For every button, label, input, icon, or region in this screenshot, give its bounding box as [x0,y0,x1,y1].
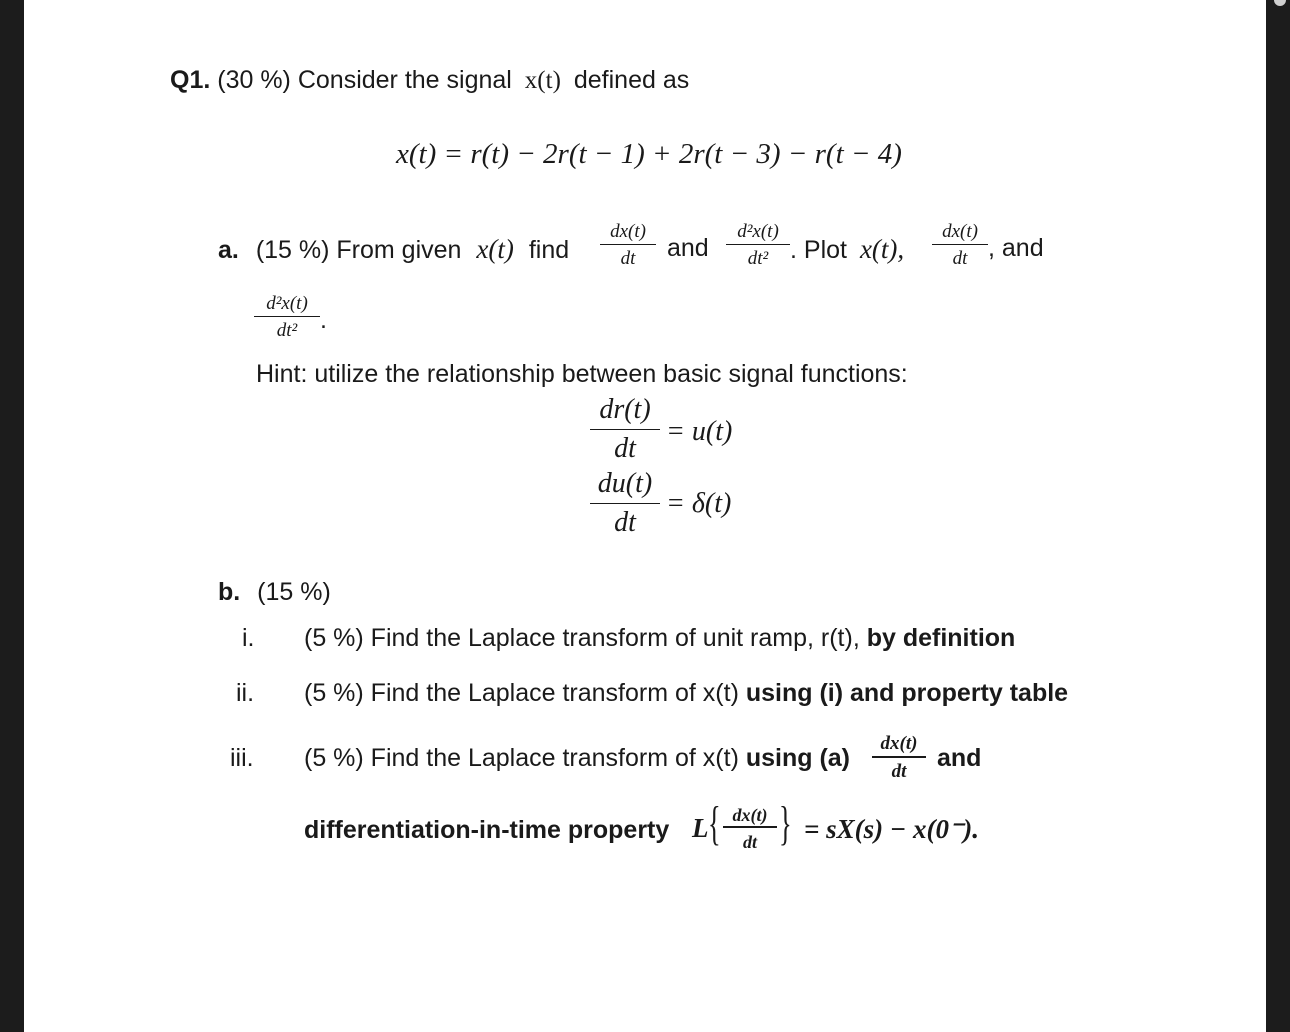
question-tail: defined as [573,66,690,94]
frac-laplace: dx(t) dt [723,806,777,851]
question-signal: x(t) [524,67,561,94]
frac-dr-dt: dr(t) dt [590,396,660,463]
right-brace: } [779,797,792,850]
rel2-rhs: = δ(t) [666,488,732,519]
part-a-and2: , and [988,234,1044,262]
right-border [1266,0,1290,1032]
frac-dx-dt-bold: dx(t) dt [872,734,926,781]
question-lead: (30 %) Consider the signal [217,66,512,94]
item-i-text: (5 %) Find the Laplace transform of unit ramp, r(t), by definition [304,624,1016,652]
part-a-label: a. [218,236,239,264]
equation-text: x(t) = r(t) − 2r(t − 1) + 2r(t − 3) − r(t − 4) [396,138,902,170]
item-ii-roman: ii. [236,679,255,707]
part-a-signal: x(t) [476,234,514,264]
item-iii-bold: using (a) [745,744,851,772]
part-a-and1: and [667,234,709,262]
item-iii-line2: differentiation-in-time property [304,816,670,844]
item-iii-and: and [937,744,982,772]
laplace-operator: L [692,813,709,843]
item-ii-text: (5 %) Find the Laplace transform of x(t) using (i) and property table [304,679,1069,707]
part-a-plot-signal: x(t), [859,234,905,264]
frac-dx-dt-1: dx(t) dt [600,222,656,268]
frac-d2x-dt2-1: d²x(t) dt² [726,222,790,268]
laplace-rhs: = sX(s) − x(0⁻). [804,814,979,844]
frac-d2x-dt2-2: d²x(t) dt² [254,294,320,340]
part-b-header [218,580,331,605]
part-b-label: b. [218,578,241,606]
scroll-indicator-icon [1274,0,1286,6]
item-i-roman: i. [242,624,255,652]
part-a-text [218,236,569,263]
left-brace: { [708,797,721,850]
part-a-text1: (15 %) From given [255,236,462,264]
item-i-bold: by definition [866,624,1016,652]
rel1-rhs: = u(t) [666,416,733,447]
part-a-period: . [320,306,327,334]
signal-equation [396,140,902,169]
question-header [170,68,689,93]
question-number: Q1. [170,66,211,94]
item-ii-bold: using (i) and property table [745,679,1069,707]
part-b-text: (15 %) [257,578,331,606]
left-border [0,0,24,1032]
frac-dx-dt-2: dx(t) dt [932,222,988,268]
part-a-find: find [528,236,570,264]
frac-du-dt: du(t) dt [590,470,660,537]
item-iii-roman: iii. [230,744,254,772]
item-iii-text: (5 %) Find the Laplace transform of x(t) using (a) [304,744,851,772]
part-a-plot: . Plot x(t), [790,234,905,264]
hint-text: Hint: utilize the relationship between basic signal functions: [256,360,908,388]
